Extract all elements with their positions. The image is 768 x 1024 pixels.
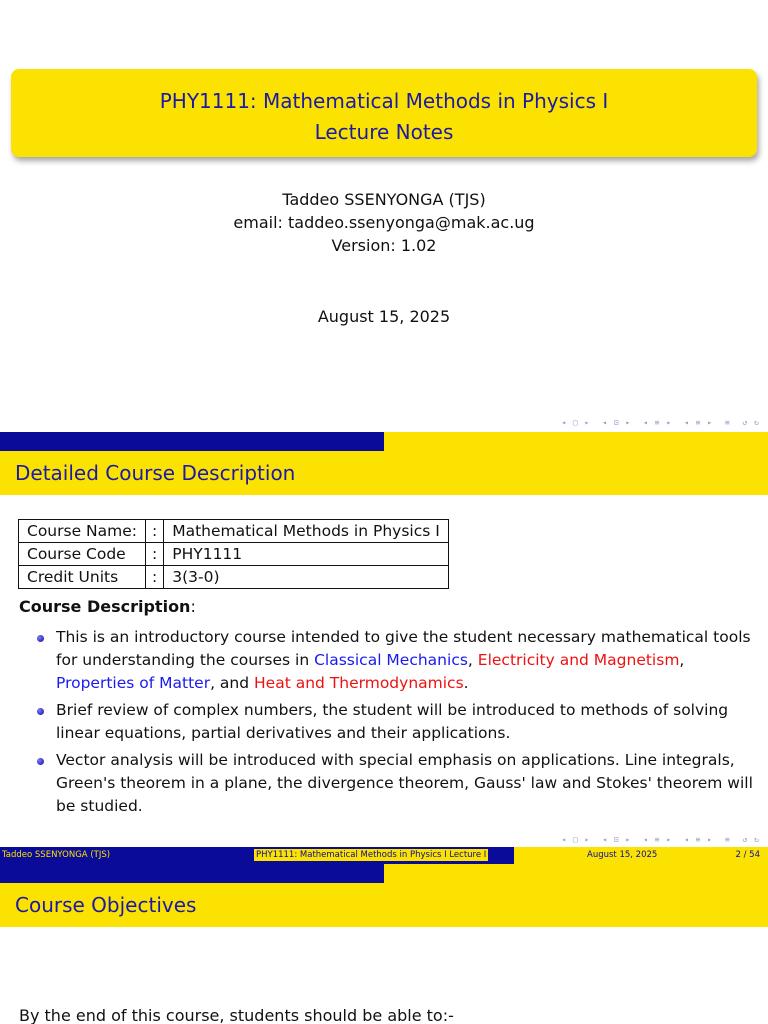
- course-objectives-slide: [0, 864, 768, 1024]
- nav-search-icon[interactable]: ↺ ↻: [742, 418, 760, 427]
- footer-author: Taddeo SSENYONGA (TJS): [0, 847, 254, 864]
- table-row: [19, 543, 449, 566]
- course-info-table: [18, 519, 449, 589]
- bullet-text: This is an introductory course intended to give the student necessary mathematical tools for understanding the courses in: [56, 628, 751, 669]
- row-separator: :: [146, 543, 164, 566]
- list-item: [0, 699, 768, 745]
- nav-align-icon[interactable]: ≡: [724, 418, 731, 427]
- bullet-text: .: [463, 674, 469, 692]
- bullet-icon: [37, 708, 44, 715]
- header-progress-fill: [0, 432, 384, 451]
- description-bullets: [0, 626, 768, 822]
- frame-title-bar: [0, 883, 768, 927]
- footer-title: PHY1111: Mathematical Methods in Physics I Lecture I: [256, 850, 487, 860]
- list-item: [0, 749, 768, 818]
- author-block: [0, 188, 768, 257]
- footer-date: August 15, 2025: [587, 850, 658, 860]
- bullet-text: Brief review of complex numbers, the student will be introduced to methods of solving linear equations, partial derivatives and their applications.: [56, 701, 729, 742]
- title-box: [11, 69, 757, 157]
- objectives-intro: By the end of this course, students should be able to:-: [19, 1006, 454, 1024]
- frame-title: Course Objectives: [15, 893, 197, 917]
- heading-text: Course Description: [19, 597, 191, 616]
- link-electricity-magnetism[interactable]: Electricity and Magnetism: [477, 651, 680, 669]
- frame-title: Detailed Course Description: [15, 461, 296, 485]
- footer-title-box: [254, 847, 514, 864]
- row-separator: :: [146, 566, 164, 589]
- footer-page-number: 2 / 54: [735, 850, 760, 860]
- row-label: Credit Units: [19, 566, 146, 589]
- frame-title-bar: [0, 451, 768, 495]
- version-label: Version: 1.02: [331, 236, 437, 255]
- nav-document-icon[interactable]: ◂ ≡ ▸: [683, 418, 714, 427]
- navigation-symbols[interactable]: [555, 835, 760, 844]
- footer-info: [514, 847, 768, 864]
- nav-subsection-icon[interactable]: ◂ ⊡ ▸: [602, 835, 632, 844]
- navigation-symbols[interactable]: [555, 418, 760, 427]
- bullet-icon: [37, 758, 44, 765]
- presentation-title: PHY1111: Mathematical Methods in Physics I: [159, 89, 609, 113]
- course-description-slide: [0, 432, 768, 864]
- row-value: Mathematical Methods in Physics I: [164, 520, 449, 543]
- link-classical-mechanics[interactable]: Classical Mechanics: [314, 651, 468, 669]
- bullet-text: ,: [467, 651, 478, 669]
- header-progress-fill: [0, 864, 384, 883]
- header-progress-bar: [0, 864, 768, 883]
- bullet-text: , and: [210, 674, 255, 692]
- row-label: Course Code: [19, 543, 146, 566]
- course-description-heading: [19, 597, 196, 616]
- row-label: Course Name:: [19, 520, 146, 543]
- nav-search-icon[interactable]: ↺ ↻: [742, 835, 760, 844]
- slide-footer: [0, 847, 768, 864]
- author-name: Taddeo SSENYONGA (TJS): [282, 190, 486, 209]
- presentation-subtitle: Lecture Notes: [314, 120, 454, 144]
- row-value: 3(3-0): [164, 566, 449, 589]
- row-separator: :: [146, 520, 164, 543]
- nav-align-icon[interactable]: ≡: [724, 835, 731, 844]
- title-slide: [0, 0, 768, 432]
- nav-section-icon[interactable]: ◂ ≡ ▸: [643, 418, 673, 427]
- link-properties-of-matter[interactable]: Properties of Matter: [56, 674, 211, 692]
- nav-section-icon[interactable]: ◂ ≡ ▸: [643, 835, 673, 844]
- nav-subsection-icon[interactable]: ◂ ⊡ ▸: [602, 418, 632, 427]
- bullet-icon: [37, 635, 44, 642]
- bullet-text: Vector analysis will be introduced with special emphasis on applications. Line integrals, Green's theorem in a plane, the divergence theorem, Gauss' law and Stokes' theorem will be studied.: [56, 751, 753, 815]
- bullet-text: ,: [679, 651, 685, 669]
- nav-document-icon[interactable]: ◂ ≡ ▸: [683, 835, 714, 844]
- author-email: email: taddeo.ssenyonga@mak.ac.ug: [233, 213, 535, 232]
- row-value: PHY1111: [164, 543, 449, 566]
- nav-frame-icon[interactable]: ◂ ▢ ▸: [561, 835, 591, 844]
- list-item: [0, 626, 768, 695]
- header-progress-bar: [0, 432, 768, 451]
- table-row: [19, 520, 449, 543]
- link-heat-thermodynamics[interactable]: Heat and Thermodynamics: [254, 674, 464, 692]
- heading-colon: :: [190, 597, 196, 616]
- nav-frame-icon[interactable]: ◂ ▢ ▸: [561, 418, 591, 427]
- presentation-date: August 15, 2025: [317, 307, 451, 326]
- table-row: [19, 566, 449, 589]
